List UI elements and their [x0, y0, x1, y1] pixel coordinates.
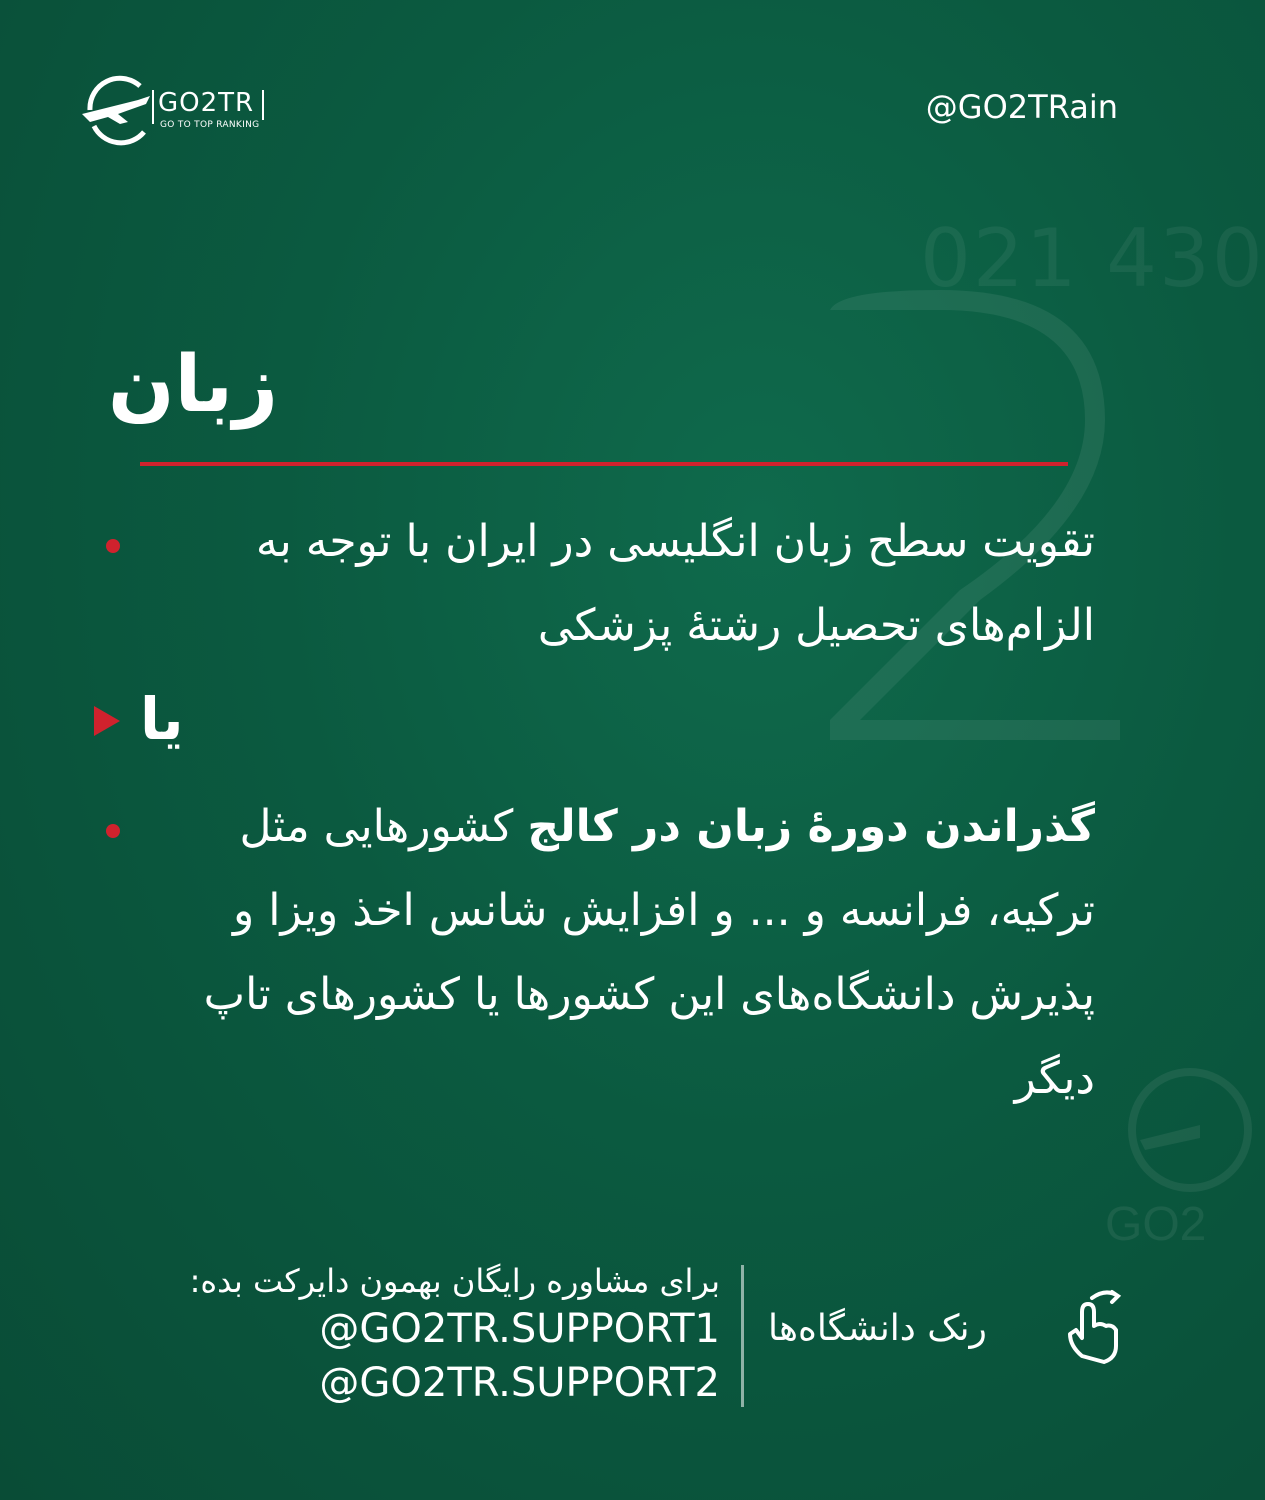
list-item-english-level: تقویت سطح زبان انگلیسی در ایران با توجه به الزام‌های تحصیل رشتهٔ پزشکی — [255, 516, 1095, 651]
footer-separator — [741, 1265, 744, 1407]
title-divider — [140, 462, 1068, 466]
triangle-arrow-icon — [94, 706, 120, 736]
page-title: زبان — [107, 340, 278, 430]
consultation-text: برای مشاوره رایگان بهمون دایرکت بده: — [189, 1262, 720, 1300]
pointing-hand-icon — [1062, 1290, 1122, 1370]
bullet-dot-icon — [106, 824, 120, 838]
background-phone-number: 021 430 — [920, 212, 1265, 305]
social-handle[interactable]: @GO2TRain — [925, 88, 1118, 126]
svg-text:GO2: GO2 — [1105, 1198, 1207, 1251]
university-ranking-label[interactable]: رنک دانشگاه‌ها — [768, 1308, 987, 1349]
list-item-language-college — [135, 785, 1095, 1121]
item-bold-text: گذراندن دورهٔ زبان در کالج — [527, 801, 1095, 852]
item-rest-text: کشورهایی مثل ترکیه، فرانسه و ... و افزایش شانس اخذ ویزا و پذیرش دانشگاه‌های این کشورها یا کشورهای تاپ دیگر — [203, 801, 1095, 1104]
connector-or: یا — [140, 685, 184, 753]
brand-tagline: GO TO TOP RANKING — [160, 120, 260, 130]
support-handle-2[interactable]: @GO2TR.SUPPORT2 — [319, 1360, 720, 1406]
background-logo-watermark — [1100, 1070, 1207, 1270]
brand-name: GO2TR — [158, 88, 255, 118]
support-handle-1[interactable]: @GO2TR.SUPPORT1 — [319, 1306, 720, 1352]
bullet-dot-icon — [106, 539, 120, 553]
